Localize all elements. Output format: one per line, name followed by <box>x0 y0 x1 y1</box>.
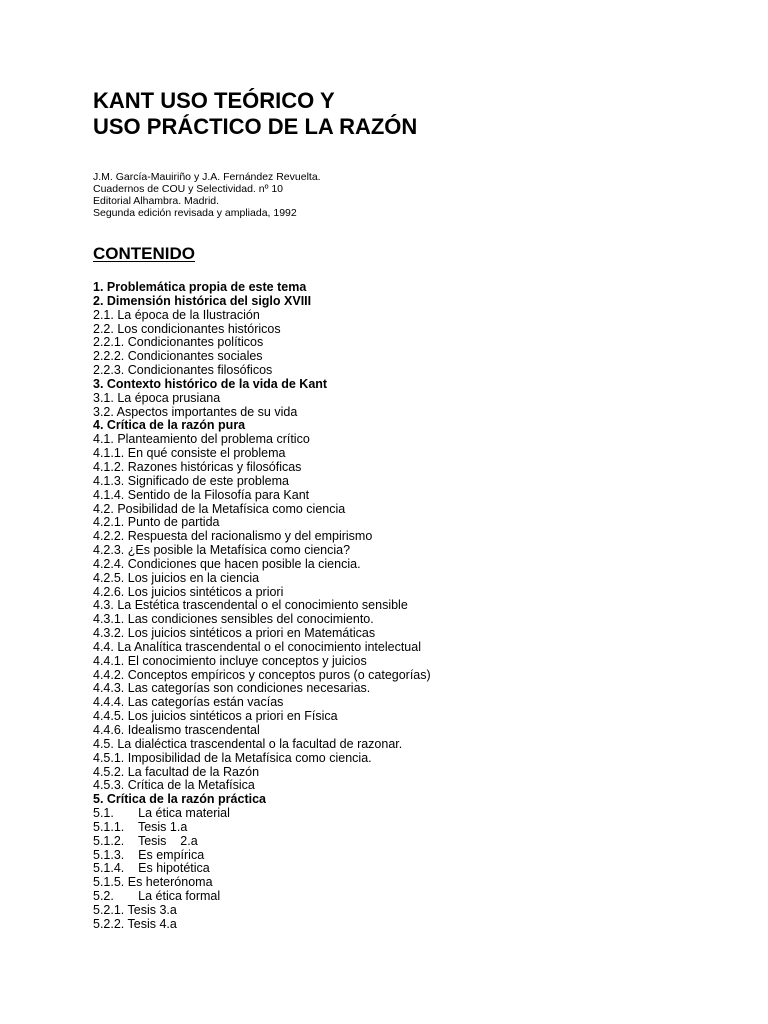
toc-entry: 3.2. Aspectos importantes de su vida <box>93 404 298 419</box>
toc-entry: 4.3.1. Las condiciones sensibles del conocimiento. <box>93 612 374 627</box>
toc-entry: 4.5.1. Imposibilidad de la Metafísica como ciencia. <box>93 750 372 765</box>
toc-entry: 3.1. La época prusiana <box>93 390 221 405</box>
toc-entry: 4.2. Posibilidad de la Metafísica como ciencia <box>93 501 346 516</box>
document-page <box>93 88 733 932</box>
title-line: USO PRÁCTICO DE LA RAZÓN <box>93 114 418 139</box>
toc-entry: 4.4.5. Los juicios sintéticos a priori en Física <box>93 709 338 724</box>
toc-entry: 4.1. Planteamiento del problema crítico <box>93 432 310 447</box>
toc-entry: 2.2.2. Condicionantes sociales <box>93 349 263 364</box>
toc-entry: 4.4.1. El conocimiento incluye conceptos y juicios <box>93 653 367 668</box>
toc-entry: 4.2.5. Los juicios en la ciencia <box>93 570 260 585</box>
toc-entry: 4.3. La Estética trascendental o el conocimiento sensible <box>93 598 408 613</box>
title-line: KANT USO TEÓRICO Y <box>93 88 335 113</box>
toc-entry: 5.1.2. Tesis 2.a <box>93 833 198 848</box>
toc-entry: 5.2.2. Tesis 4.a <box>93 916 177 931</box>
toc-entry: 4.1.2. Razones históricas y filosóficas <box>93 459 302 474</box>
toc-entry: 2.2.1. Condicionantes políticos <box>93 335 264 350</box>
toc-entry: 5.1. La ética material <box>93 806 230 821</box>
author-line: J.M. García-Mauiriño y J.A. Fernández Revuelta. <box>93 171 321 183</box>
toc-entry: 4.4. La Analítica trascendental o el conocimiento intelectual <box>93 639 421 654</box>
table-of-contents <box>93 281 733 932</box>
toc-entry: 4.4.2. Conceptos empíricos y conceptos puros (o categorías) <box>93 667 431 682</box>
toc-entry: 4.5. La dialéctica trascendental o la facultad de razonar. <box>93 736 403 751</box>
toc-entry: 4.1.1. En qué consiste el problema <box>93 446 286 461</box>
series-line: Cuadernos de COU y Selectividad. nº 10 <box>93 183 284 195</box>
toc-entry: 4.3.2. Los juicios sintéticos a priori en Matemáticas <box>93 626 376 641</box>
toc-chapter-entry: 3. Contexto histórico de la vida de Kant <box>93 376 328 391</box>
toc-entry: 4.2.1. Punto de partida <box>93 515 220 530</box>
toc-chapter-entry: 1. Problemática propia de este tema <box>93 280 307 294</box>
document-title <box>93 88 733 140</box>
toc-entry: 4.2.3. ¿Es posible la Metafísica como ciencia? <box>93 543 351 558</box>
toc-entry: 5.1.4. Es hipotética <box>93 861 210 876</box>
publisher-line: Editorial Alhambra. Madrid. <box>93 195 220 207</box>
edition-line: Segunda edición revisada y ampliada, 1992 <box>93 207 297 219</box>
toc-entry: 4.4.4. Las categorías están vacías <box>93 695 284 710</box>
toc-entry: 4.2.4. Condiciones que hacen posible la ciencia. <box>93 556 361 571</box>
bibliographic-info <box>93 171 733 219</box>
toc-chapter-entry: 4. Crítica de la razón pura <box>93 418 246 433</box>
toc-entry: 4.5.2. La facultad de la Razón <box>93 764 260 779</box>
toc-entry: 2.1. La época de la Ilustración <box>93 307 260 322</box>
toc-entry: 2.2.3. Condicionantes filosóficos <box>93 363 273 378</box>
toc-entry: 5.2.1. Tesis 3.a <box>93 902 177 917</box>
toc-chapter-entry: 2. Dimensión histórica del siglo XVIII <box>93 293 312 308</box>
toc-entry: 4.1.4. Sentido de la Filosofía para Kant <box>93 487 310 502</box>
toc-entry: 5.1.3. Es empírica <box>93 847 205 862</box>
toc-entry: 4.2.2. Respuesta del racionalismo y del empirismo <box>93 529 373 544</box>
contents-heading: CONTENIDO <box>93 244 195 263</box>
toc-entry: 5.2. La ética formal <box>93 889 221 904</box>
toc-entry: 4.5.3. Crítica de la Metafísica <box>93 778 255 793</box>
toc-entry: 5.1.5. Es heterónoma <box>93 875 213 890</box>
toc-entry: 4.4.6. Idealismo trascendental <box>93 723 260 737</box>
toc-entry: 4.1.3. Significado de este problema <box>93 473 289 488</box>
toc-entry: 4.2.6. Los juicios sintéticos a priori <box>93 584 284 599</box>
toc-entry: 4.4.3. Las categorías son condiciones necesarias. <box>93 681 371 696</box>
toc-chapter-entry: 5. Crítica de la razón práctica <box>93 792 266 807</box>
toc-entry: 2.2. Los condicionantes históricos <box>93 321 281 336</box>
toc-entry: 5.1.1. Tesis 1.a <box>93 819 188 834</box>
